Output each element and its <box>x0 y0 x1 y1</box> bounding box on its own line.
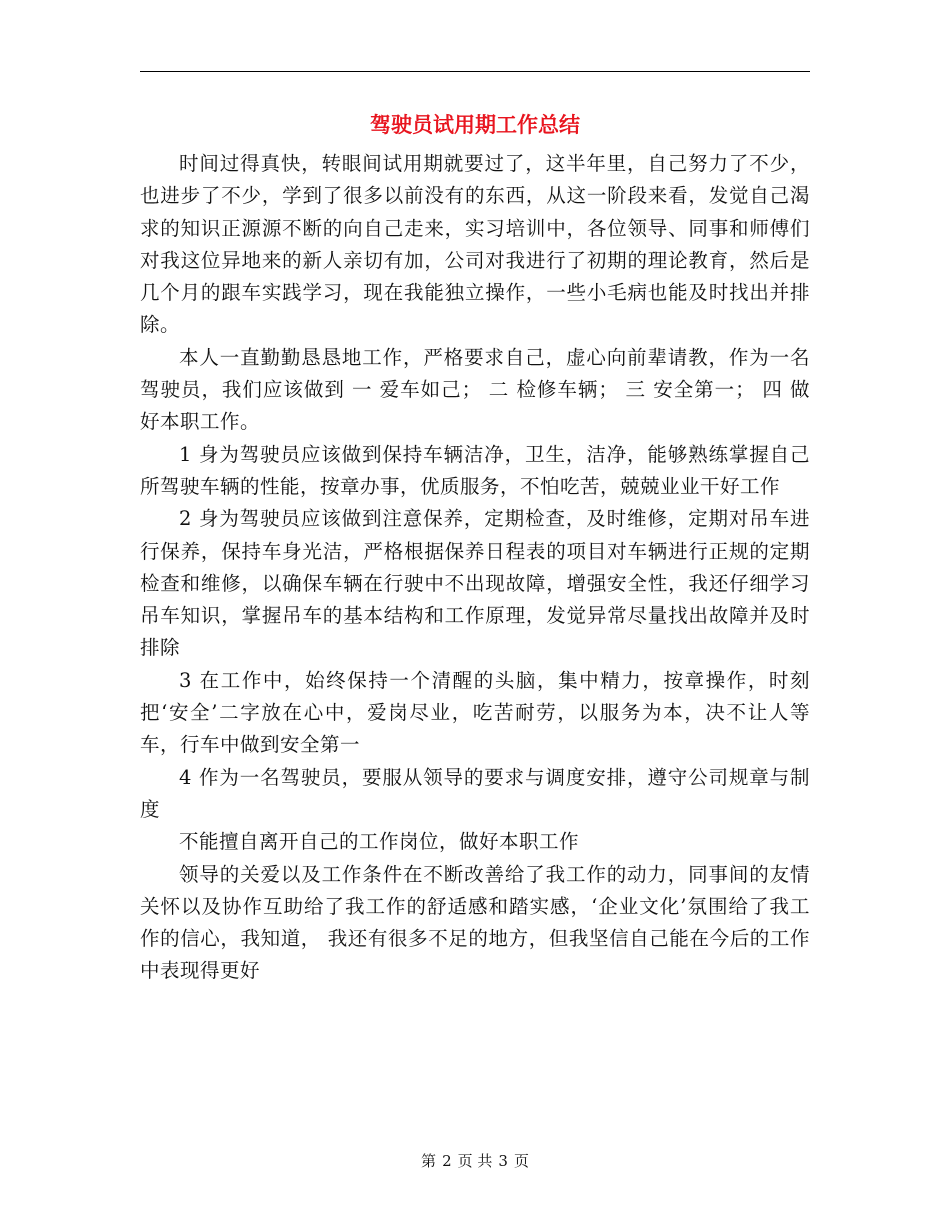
paragraph-item-3: 3 在工作中，始终保持一个清醒的头脑，集中精力，按章操作，时刻把‘安全’二字放在心中，爱岗尽业，吃苦耐劳，以服务为本，决不让人等车，行车中做到安全第一 <box>140 668 810 757</box>
page-label-suffix: 页 <box>513 1152 529 1170</box>
paragraph-duties: 本人一直勤勤恳恳地工作，严格要求自己，虚心向前辈请教，作为一名驾驶员，我们应该做到 一 爱车如己； 二 检修车辆； 三 安全第一； 四 做好本职工作。 <box>140 345 810 434</box>
page-label-mid: 页 共 <box>457 1152 493 1170</box>
paragraph-conclusion: 领导的关爱以及工作条件在不断改善给了我工作的动力，同事间的友情关怀以及协作互助给了我工作的舒适感和踏实感，‘企业文化’氛围给了我工作的信心，我知道， 我还有很多不足的地方，但我坚信自己能在今后的工作中表现得更好 <box>140 862 810 983</box>
page-footer <box>0 1150 950 1172</box>
document-body <box>140 148 810 988</box>
page-label-prefix: 第 <box>421 1152 437 1170</box>
paragraph-item-4-cont: 不能擅自离开自己的工作岗位，做好本职工作 <box>179 830 580 854</box>
paragraph-intro: 时间过得真快，转眼间试用期就要过了，这半年里，自己努力了不少，也进步了不少，学到了很多以前没有的东西，从这一阶段来看，发觉自己渴求的知识正源源不断的向自己走来，实习培训中，各位领导、同事和师傅们对我这位异地来的新人亲切有加，公司对我进行了初期的理论教育，然后是几个月的跟车实践学习，现在我能独立操作，一些小毛病也能及时找出并排除。 <box>140 152 810 337</box>
paragraph-item-4: 4 作为一名驾驶员，要服从领导的要求与调度安排，遵守公司规章与制度 <box>140 765 810 821</box>
paragraph-item-2: 2 身为驾驶员应该做到注意保养，定期检查，及时维修，定期对吊车进行保养，保持车身光洁，严格根据保养日程表的项目对车辆进行正规的定期检查和维修，以确保车辆在行驶中不出现故障，增强安全性，我还仔细学习吊车知识，掌握吊车的基本结构和工作原理，发觉异常尽量找出故障并及时排除 <box>140 507 810 660</box>
header-rule <box>140 71 810 72</box>
current-page-number: 2 <box>442 1152 452 1170</box>
document-title: 驾驶员试用期工作总结 <box>370 112 580 137</box>
total-pages-number: 3 <box>498 1152 508 1170</box>
paragraph-item-1: 1 身为驾驶员应该做到保持车辆洁净，卫生，洁净，能够熟练掌握自己所驾驶车辆的性能，按章办事，优质服务，不怕吃苦，兢兢业业干好工作 <box>140 442 810 498</box>
